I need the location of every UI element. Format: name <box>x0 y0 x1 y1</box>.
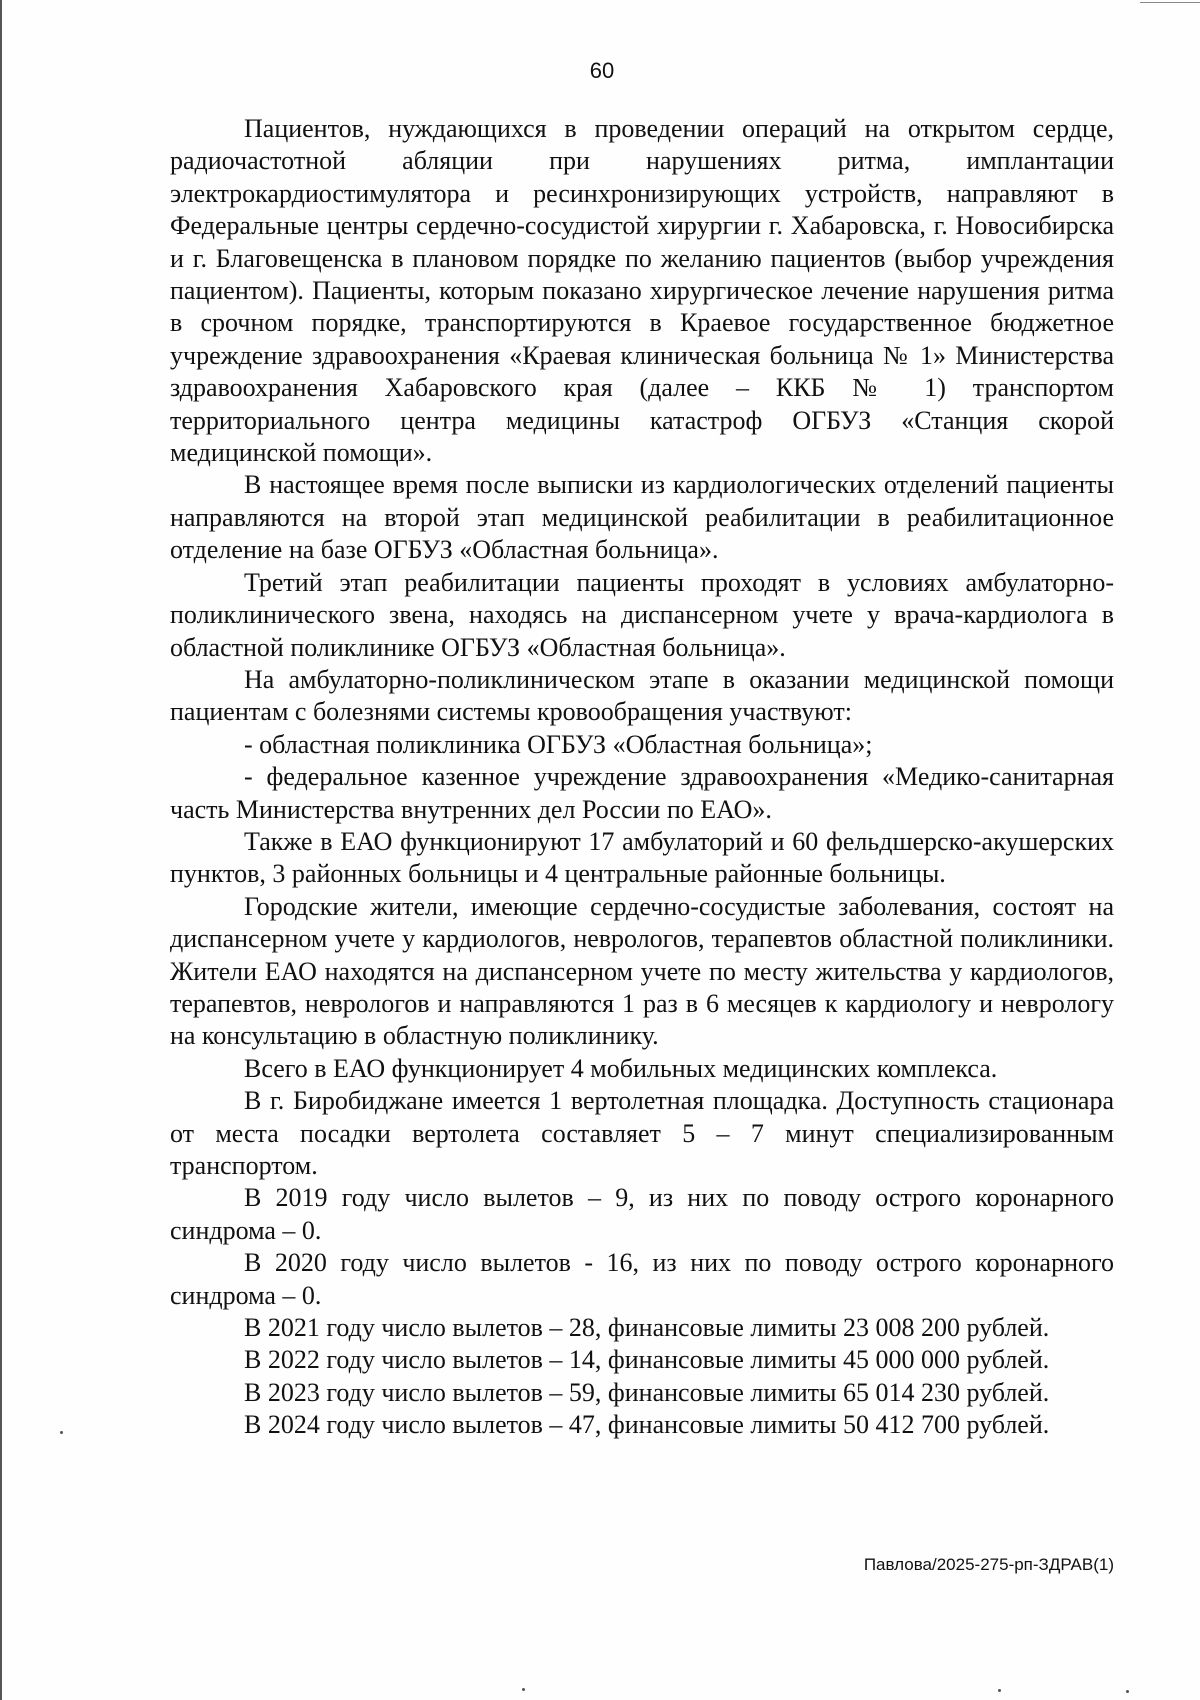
document-footer-code: Павлова/2025-275-рп-ЗДРАВ(1) <box>863 1555 1114 1574</box>
list-item-medical-unit-mvd: - федеральное казенное учреждение здравоохранения «Медико-санитарная часть Министерства внутренних дел России по ЕАО». <box>170 762 1114 824</box>
paragraph-surgery-referral: Пациентов, нуждающихся в проведении операций на открытом сердце, радиочастотной абляции при нарушениях ритма, имплантации электрокардиостимулятора и ресинхронизирующих устройств, направляют в Федеральные центры сердечно-сосудистой хирургии г. Хабаровска, г. Новосибирска и г. Благовещенска в плановом порядке по желанию пациентов (выбор учреждения пациентом). Пациенты, которым показано хирургическое лечение нарушения ритма в срочном порядке, транспортируются в Краевое государственное бюджетное учреждение здравоохранения «Краевая клиническая больница № 1» Министерства здравоохранения Хабаровского края (далее – ККБ № 1) транспортом территориального центра медицины катастроф ОГБУЗ «Станция скорой медицинской помощи». <box>170 114 1114 468</box>
scan-artifact-dot <box>522 1688 525 1691</box>
paragraph-rehabilitation-stage-3: Третий этап реабилитации пациенты проходят в условиях амбулаторно-поликлинического звена, находясь на диспансерном учете у врача-кардиолога в областной поликлинике ОГБУЗ «Областная больница». <box>170 567 1114 662</box>
paragraph-flights-2024: В 2024 году число вылетов – 47, финансовые лимиты 50 412 700 рублей. <box>244 1410 1050 1440</box>
paragraph-mobile-complexes: Всего в ЕАО функционирует 4 мобильных медицинских комплекса. <box>244 1053 998 1083</box>
scan-artifact-dot <box>998 1689 1001 1692</box>
paragraph-facilities-count: Также в ЕАО функционируют 17 амбулаторий и 60 фельдшерско-акушерских пунктов, 3 районных больницы и 4 центральные районные больницы. <box>170 826 1114 889</box>
paragraph-flights-2023: В 2023 году число вылетов – 59, финансовые лимиты 65 014 230 рублей. <box>244 1377 1050 1407</box>
scan-edge-line <box>1140 2 1200 3</box>
paragraph-dispensary-registration: Городские жители, имеющие сердечно-сосудистые заболевания, состоят на диспансерном учете у кардиологов, неврологов, терапевтов областной поликлиники. Жители ЕАО находятся на диспансерном учете по месту жительства у кардиологов, терапевтов, неврологов и направляются 1 раз в 6 месяцев к кардиологу и неврологу на консультацию в областную поликлинику. <box>170 891 1114 1051</box>
paragraph-outpatient-participants: На амбулаторно-поликлиническом этапе в оказании медицинской помощи пациентам с болезнями системы кровообращения участвуют: <box>170 664 1114 727</box>
scan-bottom-speckles <box>2 1688 1200 1694</box>
page-number: 60 <box>589 58 615 83</box>
list-item-regional-polyclinic: - областная поликлиника ОГБУЗ «Областная больница»; <box>244 729 873 759</box>
paragraph-flights-2021: В 2021 году число вылетов – 28, финансовые лимиты 23 008 200 рублей. <box>244 1313 1050 1343</box>
scan-artifact-dot <box>60 1431 63 1434</box>
paragraph-flights-2020: В 2020 году число вылетов - 16, из них по поводу острого коронарного синдрома – 0. <box>170 1248 1114 1310</box>
paragraph-flights-2019: В 2019 году число вылетов – 9, из них по поводу острого коронарного синдрома – 0. <box>170 1183 1114 1245</box>
paragraph-rehabilitation-stage-2: В настоящее время после выписки из кардиологических отделений пациенты направляются на второй этап медицинской реабилитации в реабилитационное отделение на базе ОГБУЗ «Областная больница». <box>170 470 1114 565</box>
paragraph-helipad: В г. Биробиджане имеется 1 вертолетная площадка. Доступность стационара от места посадки вертолета составляет 5 – 7 минут специализированным транспортом. <box>170 1086 1114 1180</box>
paragraph-flights-2022: В 2022 году число вылетов – 14, финансовые лимиты 45 000 000 рублей. <box>244 1345 1050 1375</box>
document-body <box>170 113 1114 1442</box>
scan-artifact-dot <box>1126 1690 1129 1693</box>
